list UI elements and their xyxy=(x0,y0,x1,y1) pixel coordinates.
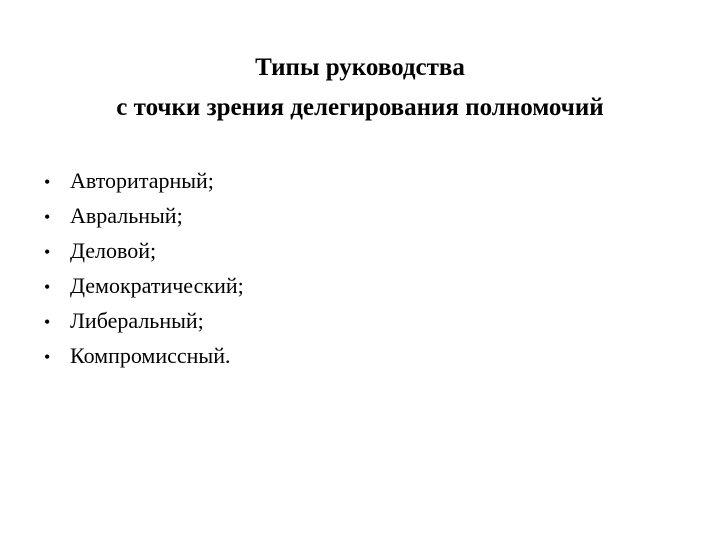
list-item-label: Либеральный; xyxy=(70,308,204,333)
slide-title xyxy=(0,48,720,128)
list-item xyxy=(44,339,244,374)
list-item-label: Компромиссный. xyxy=(70,343,231,368)
list-item xyxy=(44,304,244,339)
bullet-icon: • xyxy=(44,172,51,192)
title-line-2: с точки зрения делегирования полномочий xyxy=(116,94,604,121)
list-item-label: Демократический; xyxy=(70,273,244,298)
list-item-label: Деловой; xyxy=(70,238,157,263)
list-item-label: Авральный; xyxy=(70,203,183,228)
list-item xyxy=(44,199,244,234)
list-item xyxy=(44,164,244,199)
list-item xyxy=(44,269,244,304)
title-line-1: Типы руководства xyxy=(255,54,465,81)
bullet-icon: • xyxy=(44,207,51,227)
bullet-list xyxy=(44,164,244,374)
list-item xyxy=(44,234,244,269)
bullet-icon: • xyxy=(44,347,51,367)
bullet-icon: • xyxy=(44,277,51,297)
bullet-icon: • xyxy=(44,312,51,332)
list-item-label: Авторитарный; xyxy=(70,168,214,193)
bullet-icon: • xyxy=(44,242,51,262)
